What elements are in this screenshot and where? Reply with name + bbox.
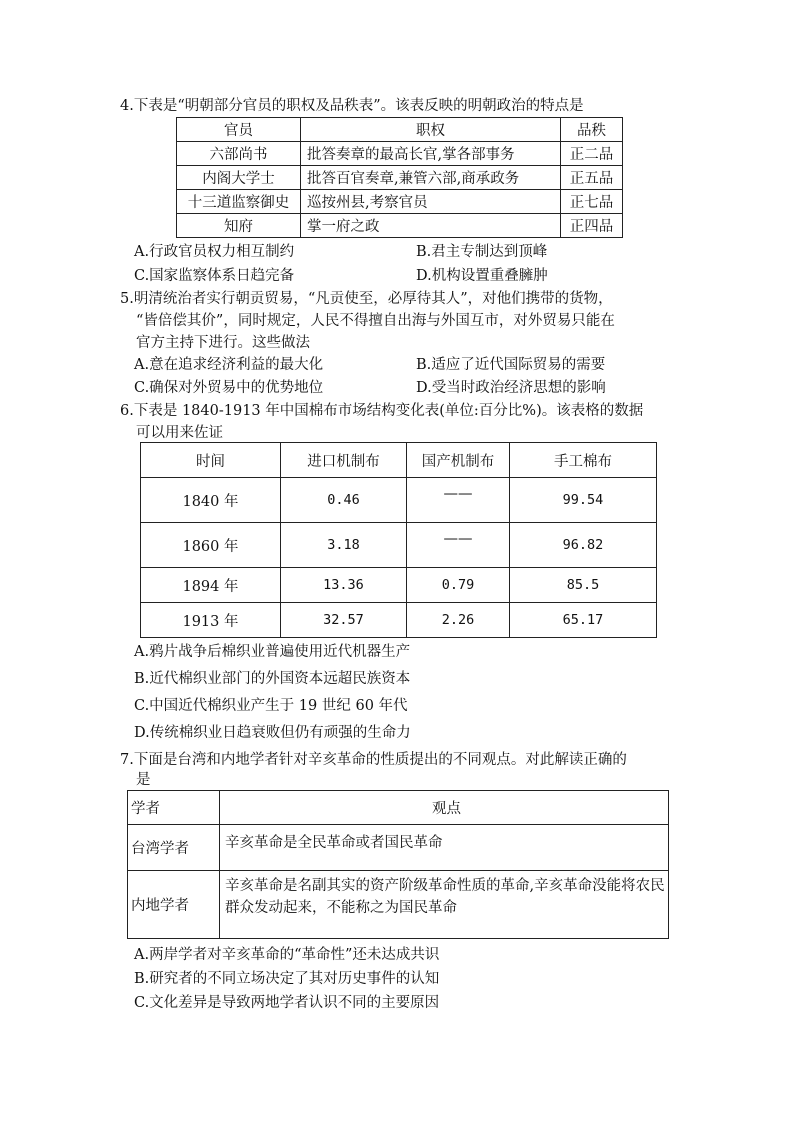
table-header-row — [128, 791, 669, 825]
table-cell: 巡按州县,考察官员 — [301, 190, 561, 214]
header-cell: 手工棉布 — [510, 443, 657, 478]
q4-stem: 4.下表是“明朝部分官员的职权及品秩表”。该表反映的明朝政治的特点是 — [120, 98, 584, 114]
header-cell: 国产机制布 — [407, 443, 510, 478]
table-cell: 0.79 — [407, 568, 510, 603]
header-cell: 学者 — [128, 791, 220, 825]
header-cell: 时间 — [141, 443, 281, 478]
table-cell: 1840 年 — [141, 478, 281, 523]
table-cell: 正五品 — [561, 166, 623, 190]
q6-option-a[interactable]: A.鸦片战争后棉织业普遍使用近代机器生产 — [134, 644, 411, 660]
table-cell: 六部尚书 — [177, 142, 301, 166]
table-row — [141, 478, 657, 523]
table-cell: 台湾学者 — [128, 825, 220, 871]
q7-option-b[interactable]: B.研究者的不同立场决定了其对历史事件的认知 — [134, 971, 440, 987]
table-cell: 正二品 — [561, 142, 623, 166]
table-header-row — [141, 443, 657, 478]
table-cell: 批答奏章的最高长官,掌各部事务 — [301, 142, 561, 166]
q6-option-b[interactable]: B.近代棉织业部门的外国资本远超民族资本 — [134, 671, 411, 687]
q5-stem-line-2: “皆倍偿其价”，同时规定，人民不得擅自出海与外国互市，对外贸易只能在 — [136, 313, 615, 329]
table-cell: 3.18 — [281, 523, 407, 568]
table-row — [141, 523, 657, 568]
header-cell: 观点 — [220, 791, 669, 825]
table-cell: 掌一府之政 — [301, 214, 561, 238]
table-cell: 正七品 — [561, 190, 623, 214]
table-cell: 96.82 — [510, 523, 657, 568]
q5-option-b[interactable]: B.适应了近代国际贸易的需要 — [416, 357, 606, 373]
q5-option-a[interactable]: A.意在追求经济利益的最大化 — [134, 357, 324, 373]
table-cell: 0.46 — [281, 478, 407, 523]
q4-option-a[interactable]: A.行政官员权力相互制约 — [134, 244, 295, 260]
q6-stem-line-1: 6.下表是 1840-1913 年中国棉布市场结构变化表(单位:百分比%)。该表格的数据 — [120, 403, 644, 419]
table-cell: 十三道监察御史 — [177, 190, 301, 214]
q6-option-d[interactable]: D.传统棉织业日趋衰败但仍有顽强的生命力 — [134, 725, 411, 741]
table-cell: 1913 年 — [141, 603, 281, 638]
table-row — [177, 214, 623, 238]
q4-option-b[interactable]: B.君主专制达到顶峰 — [416, 244, 548, 260]
q5-option-d[interactable]: D.受当时政治经济思想的影响 — [416, 380, 606, 396]
table-cell: 辛亥革命是全民革命或者国民革命 — [220, 825, 669, 871]
q6-table — [140, 442, 657, 638]
table-cell: 65.17 — [510, 603, 657, 638]
table-cell: 1894 年 — [141, 568, 281, 603]
header-cell: 职权 — [301, 118, 561, 142]
table-cell: 2.26 — [407, 603, 510, 638]
table-cell: 知府 — [177, 214, 301, 238]
q7-stem-line-1: 7.下面是台湾和内地学者针对辛亥革命的性质提出的不同观点。对此解读正确的 — [120, 752, 627, 768]
table-row — [177, 166, 623, 190]
table-cell: 批答百官奏章,兼管六部,商承政务 — [301, 166, 561, 190]
table-cell: 内阁大学士 — [177, 166, 301, 190]
table-row — [177, 142, 623, 166]
table-cell: —— — [407, 523, 510, 568]
header-cell: 官员 — [177, 118, 301, 142]
table-cell: 85.5 — [510, 568, 657, 603]
table-cell: —— — [407, 478, 510, 523]
q7-table — [127, 790, 669, 939]
table-cell: 内地学者 — [128, 871, 220, 939]
q4-option-c[interactable]: C.国家监察体系日趋完备 — [134, 268, 295, 284]
table-row — [177, 190, 623, 214]
q7-stem-line-2: 是 — [136, 772, 151, 788]
q4-table — [176, 117, 623, 238]
table-cell: 32.57 — [281, 603, 407, 638]
q4-option-d[interactable]: D.机构设置重叠臃肿 — [416, 268, 548, 284]
table-cell: 13.36 — [281, 568, 407, 603]
q5-stem-line-1: 5.明清统治者实行朝贡贸易，“凡贡使至，必厚待其人”，对他们携带的货物， — [120, 291, 613, 307]
q7-option-c[interactable]: C.文化差异是导致两地学者认识不同的主要原因 — [134, 995, 440, 1011]
header-cell: 进口机制布 — [281, 443, 407, 478]
table-cell: 99.54 — [510, 478, 657, 523]
table-row — [128, 825, 669, 871]
table-row — [141, 568, 657, 603]
q5-stem-line-3: 官方主持下进行。这些做法 — [136, 335, 310, 351]
table-cell: 1860 年 — [141, 523, 281, 568]
table-header-row — [177, 118, 623, 142]
table-cell: 正四品 — [561, 214, 623, 238]
table-cell: 辛亥革命是名副其实的资产阶级革命性质的革命,辛亥革命没能将农民群众发动起来，不能称之为国民革命 — [220, 871, 669, 939]
table-row — [128, 871, 669, 939]
table-row — [141, 603, 657, 638]
q6-option-c[interactable]: C.中国近代棉织业产生于 19 世纪 60 年代 — [134, 698, 408, 714]
q6-stem-line-2: 可以用来佐证 — [136, 425, 223, 441]
q7-option-a[interactable]: A.两岸学者对辛亥革命的“革命性”还未达成共识 — [134, 947, 440, 963]
q5-option-c[interactable]: C.确保对外贸易中的优势地位 — [134, 380, 324, 396]
header-cell: 品秩 — [561, 118, 623, 142]
